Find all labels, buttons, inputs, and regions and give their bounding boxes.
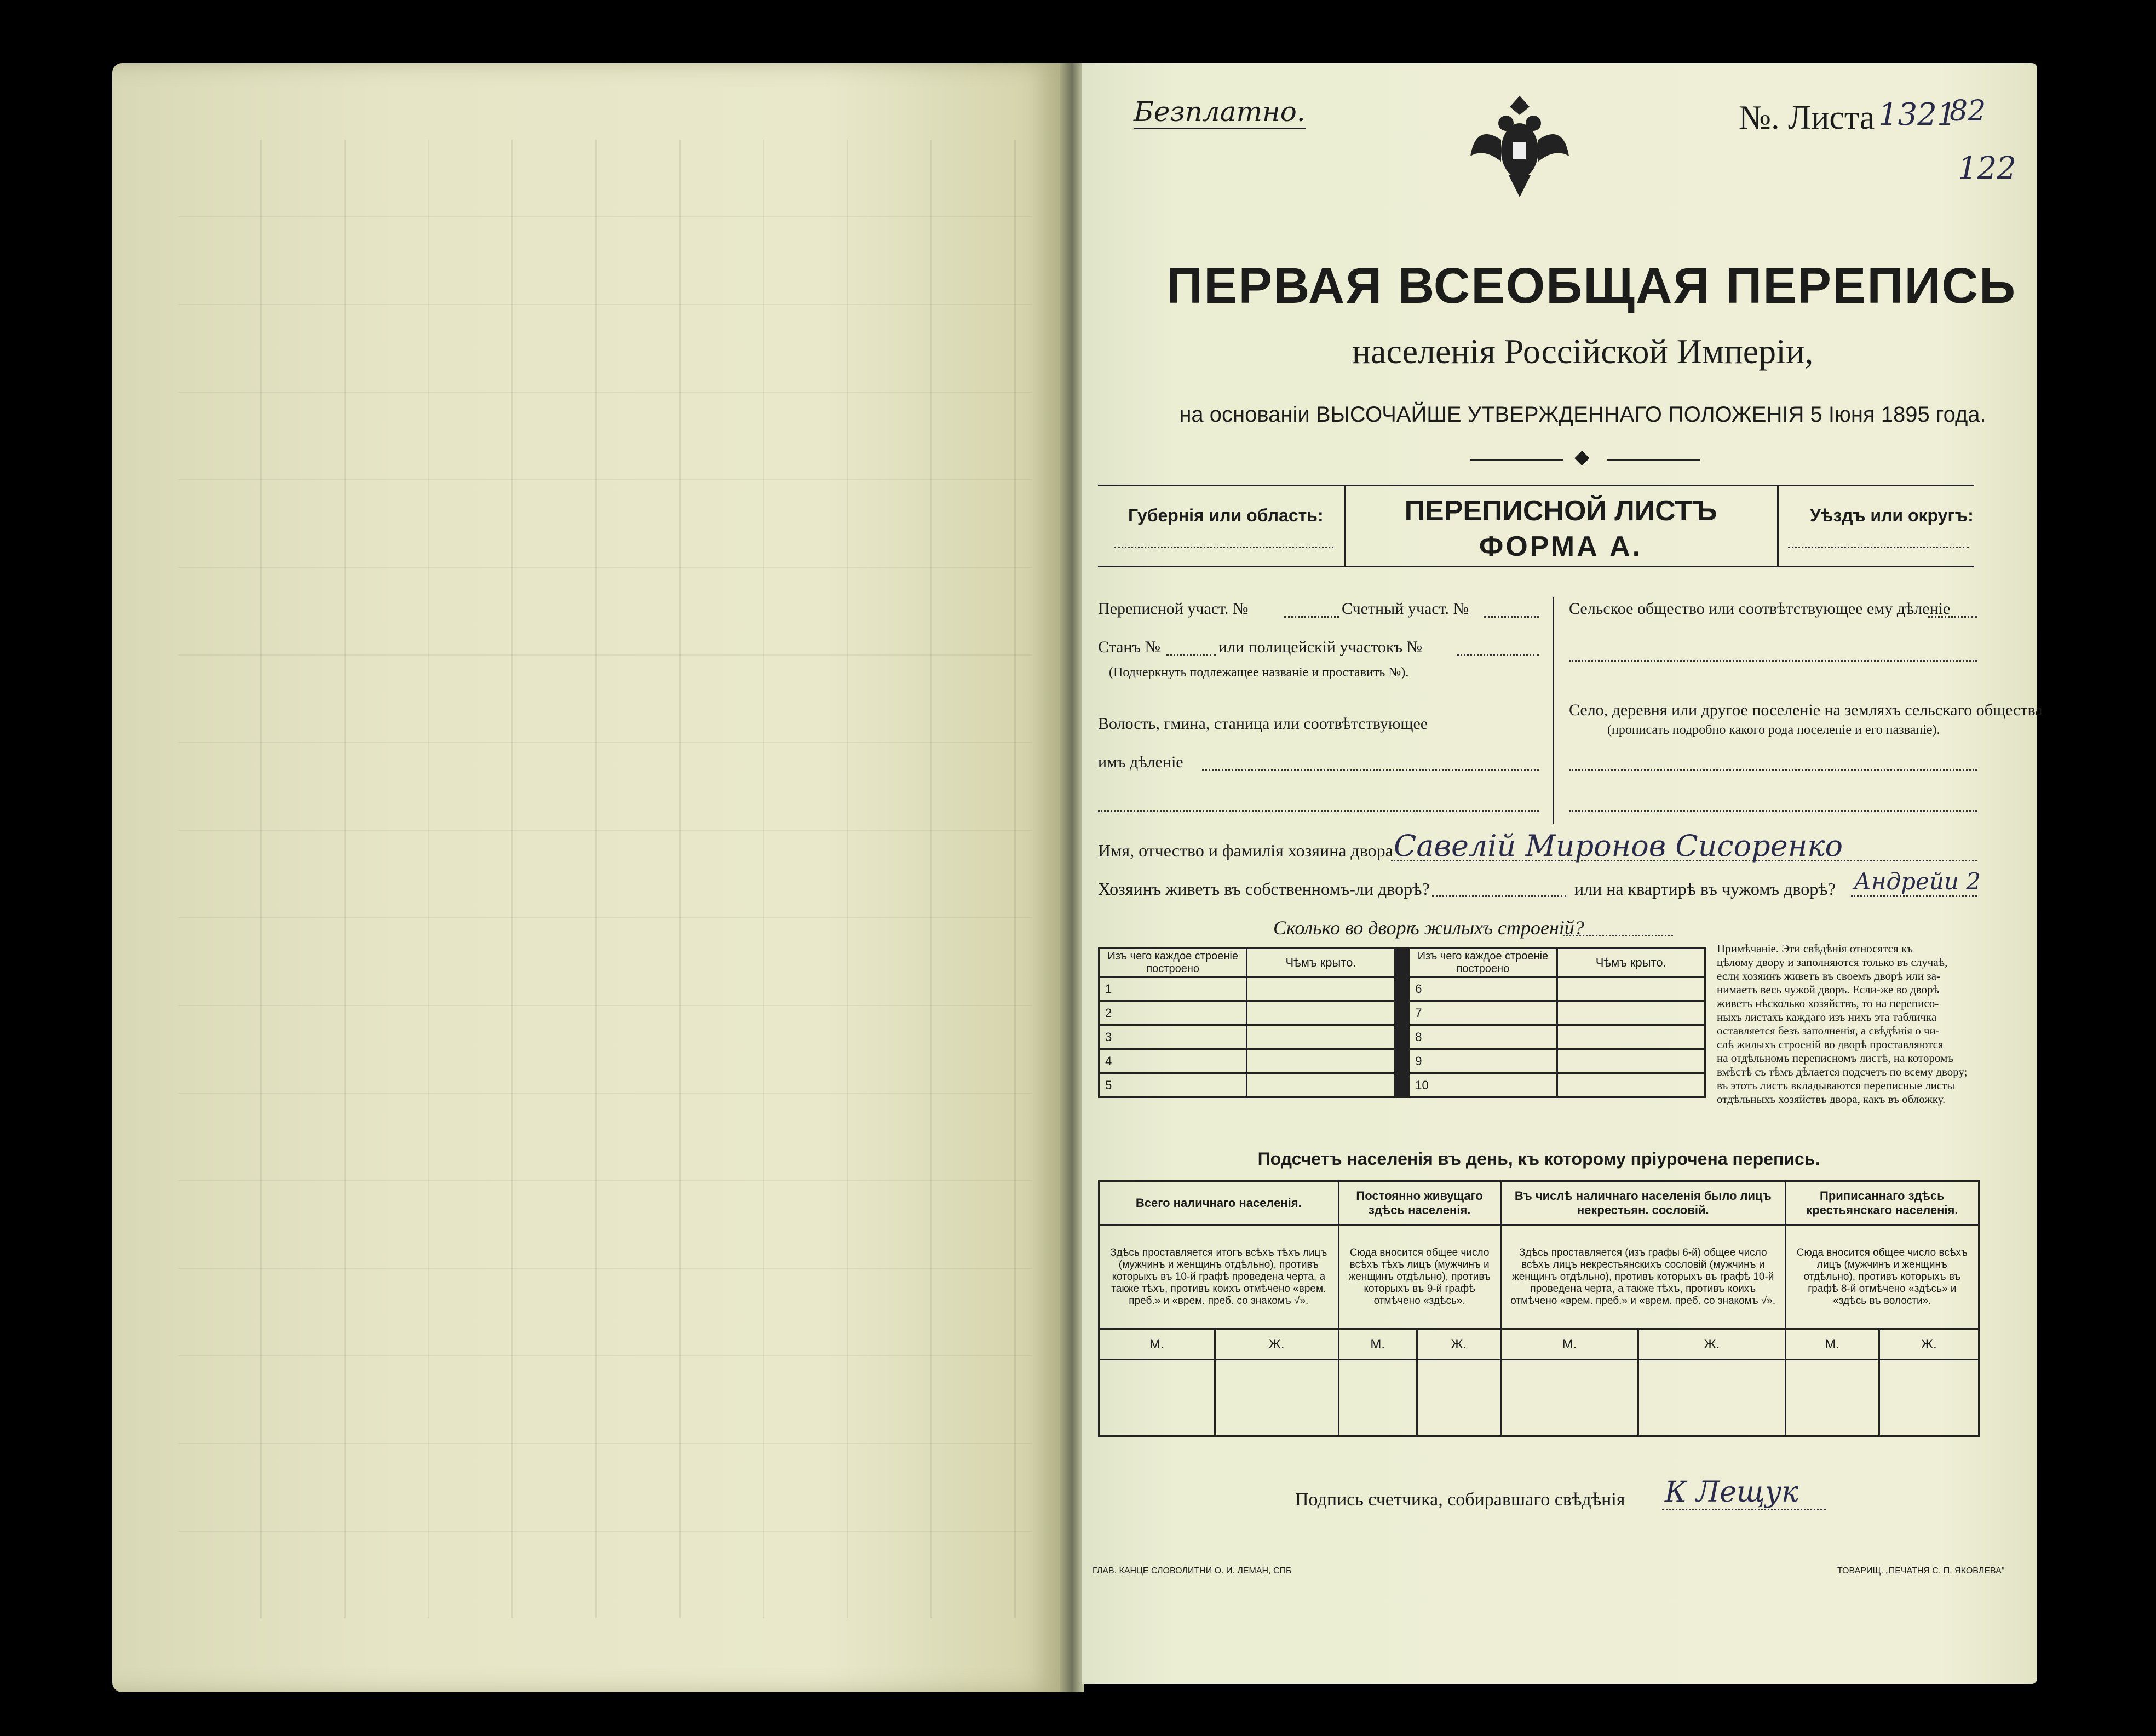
pop-peasant-m[interactable]: [1785, 1360, 1879, 1436]
form-header-box: [1098, 485, 1974, 567]
police-note: (Подчеркнуть подлежащее названіе и проставить №).: [1109, 665, 1409, 680]
left-page: [112, 63, 1060, 1692]
col-roof-left: Чѣмъ крыто.: [1247, 949, 1395, 977]
village-note: (прописать подробно какого рода поселеніе и его названіе).: [1607, 723, 1940, 737]
volost-label-2: имъ дѣленіе: [1098, 753, 1183, 771]
signature-value[interactable]: К Лещук: [1665, 1476, 1799, 1509]
buildings-field[interactable]: [1563, 935, 1673, 936]
village-field[interactable]: [1569, 769, 1977, 771]
free-label: Безплатно.: [1134, 96, 1306, 129]
pop-peasant-zh[interactable]: [1879, 1360, 1979, 1436]
sheet-number-handwritten-2: 82: [1950, 95, 1986, 128]
owner-name-label: Имя, отчество и фамилія хозяина двора: [1098, 841, 1393, 860]
show-through-grid: [178, 140, 1032, 1618]
owner-rent-label: или на квартирѣ въ чужомъ дворѣ?: [1574, 879, 1836, 899]
book-gutter: [1060, 63, 1084, 1692]
pop-nonpeasant-m[interactable]: [1500, 1360, 1638, 1436]
volost-field[interactable]: [1202, 769, 1539, 771]
pop-total-zh[interactable]: [1215, 1360, 1338, 1436]
police-field[interactable]: [1457, 654, 1539, 656]
volost-field-2[interactable]: [1098, 810, 1539, 812]
volost-label: Волость, гмина, станица или соотвѣтствующее: [1098, 715, 1428, 733]
pop-perm-zh[interactable]: [1417, 1360, 1500, 1436]
camp-field[interactable]: [1166, 654, 1216, 656]
sheet-number-label: №. Листа: [1739, 99, 1875, 136]
police-label: или полицейскій участокъ №: [1218, 638, 1423, 656]
district-field[interactable]: [1788, 547, 1969, 548]
pop-col-nonpeasant: Въ числѣ наличнаго населенія было лицъ некрестьян. сословій.: [1500, 1181, 1785, 1225]
sheet-number-handwritten-3: 122: [1958, 151, 2016, 186]
village-label: Село, деревня или другое поселеніе на земляхъ сельскаго общества: [1569, 701, 2043, 719]
province-label: Губернія или область:: [1128, 505, 1324, 525]
census-area-field[interactable]: [1284, 616, 1339, 618]
society-field[interactable]: [1928, 616, 1977, 618]
col-roof-right: Чѣмъ крыто.: [1557, 949, 1705, 977]
pop-col-peasant: Приписаннаго здѣсь крестьянскаго населенія.: [1785, 1181, 1979, 1225]
census-area-label: Переписной участ. №: [1098, 600, 1249, 618]
society-field-2[interactable]: [1569, 660, 1977, 662]
count-area-label: Счетный участ. №: [1342, 600, 1469, 618]
count-area-field[interactable]: [1484, 616, 1539, 618]
owner-name-value[interactable]: Савелій Миронов Сисоренко: [1394, 829, 1843, 863]
form-main-title: ПЕРВАЯ ВСЕОБЩАЯ ПЕРЕПИСЬ: [1166, 258, 2017, 314]
village-field-2[interactable]: [1569, 810, 1977, 812]
population-table: Всего наличнаго населенія. Постоянно живущаго здѣсь населенія. Въ числѣ наличнаго населенія было лицъ некрестьян. сословій. Приписаннаго здѣсь крестьянскаго населенія. Здѣсь проставляется итогъ всѣхъ тѣхъ лицъ (мужчинъ и женщинъ отдѣльно), противъ которыхъ въ 10-й графѣ проведена черта, а также тѣхъ, противъ коихъ отмѣчено «врем. преб.» и «врем. преб. со знакомъ √». Сюда вносится общее число всѣхъ тѣхъ лицъ (мужчинъ и женщинъ отдѣльно), противъ которыхъ въ 9-й графѣ отмѣчено «здѣсь». Здѣсь проставляется (изъ графы 6-й) общее число всѣхъ лицъ некрестьянскихъ сословій (мужчинъ и женщинъ отдѣльно), противъ которыхъ въ графѣ 10-й проведена черта, а также тѣхъ, противъ коихъ отмѣчено «врем. преб.» и «врем. преб. со знакомъ √». Сюда вносится общее число всѣхъ лицъ (мужчинъ и женщинъ отдѣльно), противъ которыхъ въ графѣ 8-й отмѣчено «здѣсь» и «здѣсь въ волости». М. Ж. М. Ж. М. Ж. М. Ж.: [1098, 1180, 1980, 1437]
title-ornament: ◆: [1470, 452, 1700, 468]
province-field[interactable]: [1114, 547, 1333, 548]
pop-nonpeasant-zh[interactable]: [1638, 1360, 1786, 1436]
printer-left: ГЛАВ. КАНЦЕ СЛОВОЛИТНИ О. И. ЛЕМАН, СПБ: [1093, 1566, 1292, 1576]
owner-lives-label: Хозяинъ живетъ въ собственномъ-ли дворѣ?: [1098, 879, 1430, 899]
buildings-note: Примѣчаніе. Эти свѣдѣнія относятся къ цѣлому двору и заполняются только въ случаѣ, если хозяинъ живетъ въ своемъ дворѣ или за- нимаетъ весь чужой дворъ. Если-же во дворѣ живетъ нѣсколько хозяйствъ, то на переписо- ныхъ листахъ каждаго изъ нихъ эта табличка оставляется безъ заполненія, а свѣдѣнія о чи- слѣ жилыхъ строеній во дворѣ проставляются на отдѣльномъ переписномъ листѣ, на которомъ вмѣстѣ съ тѣмъ дѣлается подсчетъ по всему двору; въ этотъ листъ вкладываются переписные листы отдѣльныхъ хозяйствъ двора, какъ въ обложку.: [1717, 942, 1968, 1106]
signature-label: Подпись счетчика, собиравшаго свѣдѣнія: [1295, 1490, 1625, 1510]
printer-right: ТОВАРИЩ. „ПЕЧАТНЯ С. П. ЯКОВЛЕВА": [1837, 1566, 2005, 1576]
pop-total-m[interactable]: [1099, 1360, 1215, 1436]
district-label: Уѣздъ или округъ:: [1810, 505, 1974, 525]
owner-lives-field[interactable]: [1432, 895, 1566, 897]
form-subtitle: населенія Россійской Имперіи,: [1352, 332, 1814, 371]
form-sheet-title: ПЕРЕПИСНОЙ ЛИСТЪ: [1404, 495, 1717, 527]
society-label: Сельское общество или соотвѣтствующее ему дѣленіе: [1569, 600, 1951, 618]
col-material-right: Изъ чего каждое строеніе построено: [1409, 949, 1557, 977]
coat-of-arms-icon: [1465, 85, 1574, 200]
form-basis: на основаніи ВЫСОЧАЙШЕ УТВЕРЖДЕННАГО ПОЛОЖЕНІЯ 5 Іюня 1895 года.: [1179, 403, 1986, 427]
pop-perm-m[interactable]: [1338, 1360, 1417, 1436]
pop-col-permanent: Постоянно живущаго здѣсь населенія.: [1338, 1181, 1500, 1225]
form-type-title: ФОРМА А.: [1479, 531, 1643, 562]
col-material-left: Изъ чего каждое строеніе построено: [1099, 949, 1247, 977]
sheet-number-handwritten: 1321: [1878, 97, 1957, 133]
pop-col-total: Всего наличнаго населенія.: [1099, 1181, 1339, 1225]
population-title: Подсчетъ населенія въ день, къ которому пріурочена перепись.: [1257, 1149, 1820, 1169]
camp-label: Станъ №: [1098, 638, 1161, 656]
census-form-page: [1082, 63, 2043, 1684]
buildings-table: Изъ чего каждое строеніе построено Чѣмъ крыто. Изъ чего каждое строеніе построено Чѣмъ крыто. 1 6 2 7 3 8 4 9 5 10: [1098, 947, 1706, 1098]
buildings-label: Сколько во дворѣ жилыхъ строеній?: [1273, 917, 1584, 939]
owner-rent-value[interactable]: Андрейи 2: [1854, 868, 1981, 895]
